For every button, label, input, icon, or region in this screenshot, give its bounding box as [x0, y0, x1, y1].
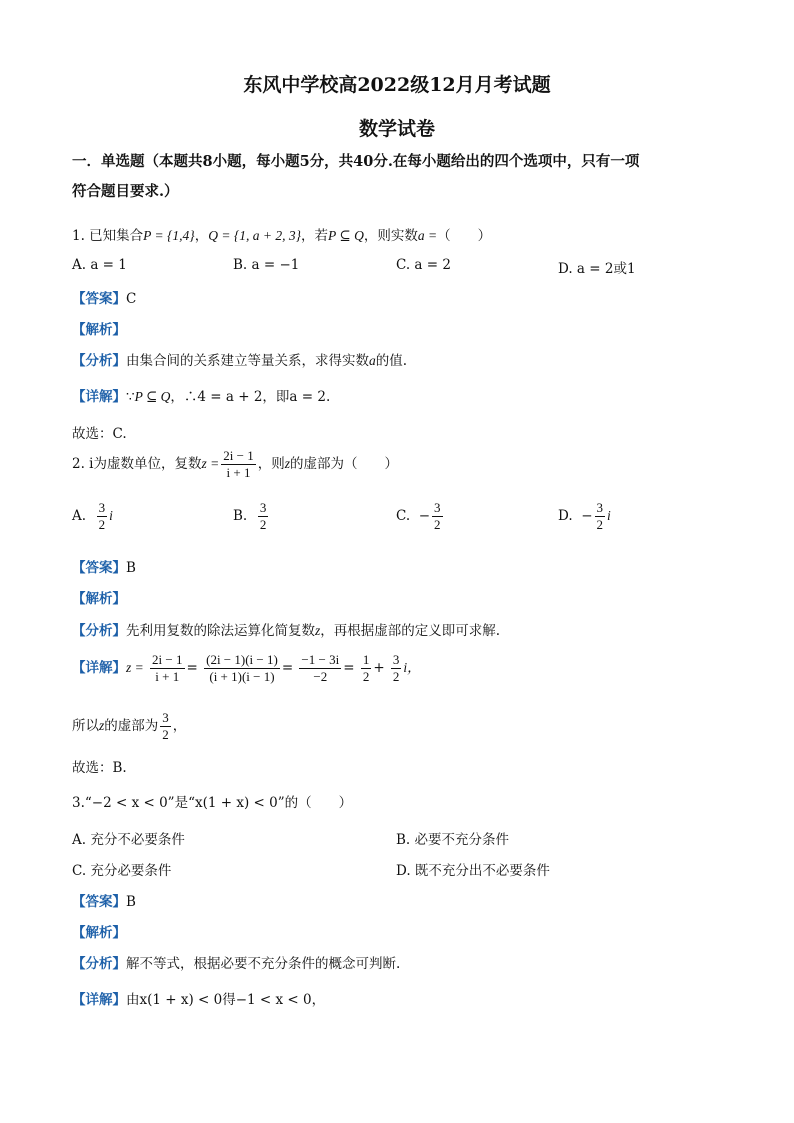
q3-stem: 3.“−2 < x < 0”是“x(1 + x) < 0”的（ ） — [72, 795, 353, 811]
q2-option-d-sign: − — [581, 508, 593, 524]
q2-detail-z-eq: z = — [126, 660, 144, 675]
q2-option-c — [396, 500, 445, 533]
q2-answer — [72, 556, 136, 576]
detail-label: 【详解】 — [72, 660, 126, 676]
q1-set-p: P = {1,4} — [143, 228, 195, 243]
section-heading-line2: 符合题目要求.） — [72, 183, 179, 200]
q2-detail-frac4-den: 2 — [362, 669, 370, 684]
q2-stem-text-c: 的虚部为（ ） — [289, 456, 398, 472]
fenxi-label: 【分析】 — [72, 353, 126, 369]
exam-title: 东风中学校高2022级12月月考试题 — [243, 74, 551, 96]
q1-choose: 故选：C. — [72, 426, 127, 442]
q2-option-b-fraction — [258, 500, 269, 533]
q1-stem-text-a: 1. 已知集合 — [72, 228, 144, 244]
q3-detail-text: 由x(1 + x) < 0得−1 < x < 0， — [126, 992, 326, 1008]
q3-answer — [72, 890, 136, 910]
q1-fenxi-text-b: 的值. — [375, 353, 408, 369]
q2-detail-eq3: = — [343, 660, 355, 676]
q2-option-b-num: 3 — [259, 500, 267, 515]
q3-analysis-label: 【解析】 — [72, 925, 126, 941]
q2-option-d-suffix: i — [607, 508, 611, 523]
q1-condition: P ⊆ Q — [328, 228, 364, 243]
q2-option-b-den: 2 — [259, 517, 267, 532]
q2-option-a-den: 2 — [98, 517, 106, 532]
q2-detail-frac5 — [391, 652, 402, 685]
q2-choose: 故选：B. — [72, 760, 127, 776]
q1-stem-text-d: （ ） — [437, 228, 492, 244]
q2-z-eq: z = — [201, 456, 220, 471]
q2-detail-frac3-num: −1 − 3i — [301, 652, 340, 667]
q1-fenxi-text-a: 由集合间的关系建立等量关系，求得实数 — [126, 353, 369, 369]
q2-conclusion-text-a: 所以 — [72, 718, 99, 734]
q2-conclusion-var: z — [99, 718, 105, 733]
q2-detail-frac4 — [361, 652, 372, 685]
q2-option-a-letter: A. — [72, 508, 87, 524]
q2-option-c-num: 3 — [434, 500, 441, 515]
q3-fenxi — [72, 952, 400, 972]
q2-option-d-den: 2 — [596, 517, 604, 532]
q2-detail-frac1-num: 2i − 1 — [152, 652, 183, 667]
q2-stem-text-a: 2. i为虚数单位，复数 — [72, 456, 202, 472]
q3-option-c: C. 充分必要条件 — [72, 863, 172, 879]
q2-fenxi-var: z — [315, 623, 321, 638]
q2-option-a-num: 3 — [98, 500, 106, 515]
q1-stem-text-c: ，则实数 — [363, 228, 418, 244]
q2-option-d-letter: D. — [558, 508, 573, 524]
q2-detail-frac2-num: (2i − 1)(i − 1) — [206, 652, 278, 667]
q1-stem-text-b: ，若 — [301, 228, 328, 244]
q2-option-c-den: 2 — [434, 517, 441, 532]
q2-detail-tail: i， — [403, 660, 421, 675]
section-heading-line1: 一．单选题（本题共8小题，每小题5分，共40分.在每小题给出的四个选项中，只有一项 — [72, 153, 640, 170]
detail-label: 【详解】 — [72, 992, 126, 1008]
q2-detail-frac5-num: 3 — [392, 652, 400, 667]
q1-variable: a = — [417, 228, 438, 243]
q3-option-d: D. 既不充分出不必要条件 — [396, 863, 550, 879]
q1-option-a: A. a = 1 — [72, 257, 127, 273]
q1-fenxi-var: a — [369, 353, 376, 368]
q2-option-d — [558, 500, 611, 533]
q2-z-var: z — [284, 456, 290, 471]
q2-detail-frac2 — [204, 652, 280, 685]
q1-option-b: B. a = −1 — [233, 257, 300, 273]
q3-fenxi-text: 解不等式，根据必要不充分条件的概念可判断. — [126, 956, 401, 972]
q2-detail-frac4-num: 1 — [362, 652, 370, 667]
q2-option-a — [72, 500, 113, 533]
q2-option-a-fraction — [97, 500, 108, 533]
q2-option-a-suffix: i — [109, 508, 113, 523]
q2-detail-frac2-den: (i + 1)(i − 1) — [209, 669, 275, 684]
q1-detail-text-a: ∵ — [126, 389, 135, 405]
answer-label: 【答案】 — [72, 894, 126, 910]
q2-conclusion-den: 2 — [162, 727, 169, 742]
q1-answer-value: C — [126, 291, 137, 307]
exam-subtitle: 数学试卷 — [358, 118, 435, 140]
q2-conclusion-text-b: 的虚部为 — [104, 718, 159, 734]
q2-option-c-fraction — [432, 500, 443, 533]
q2-detail-plus: + — [373, 660, 385, 676]
q3-option-a: A. 充分不必要条件 — [72, 832, 185, 848]
q1-sep: ， — [194, 228, 209, 244]
q2-detail-eq2: = — [281, 660, 294, 676]
q1-option-d: D. a = 2或1 — [558, 261, 636, 277]
q1-analysis-label: 【解析】 — [72, 322, 126, 338]
q2-fenxi-text-b: ，再根据虚部的定义即可求解. — [320, 623, 501, 639]
q2-fraction-den: i + 1 — [226, 465, 251, 480]
q2-option-c-letter: C. — [396, 508, 411, 524]
q1-detail-cond: P ⊆ Q — [134, 389, 171, 404]
q2-fenxi-text-a: 先利用复数的除法运算化简复数 — [126, 623, 315, 639]
q3-option-b: B. 必要不充分条件 — [396, 832, 510, 848]
q1-detail-text-b: ，∴4 = a + 2，即a = 2. — [170, 389, 331, 405]
answer-label: 【答案】 — [72, 291, 126, 307]
q2-option-d-num: 3 — [596, 500, 604, 515]
q1-stem — [72, 224, 491, 244]
q2-detail — [72, 652, 421, 685]
q2-fraction-num: 2i − 1 — [223, 448, 254, 463]
q2-analysis-label: 【解析】 — [72, 591, 126, 607]
q2-answer-value: B — [126, 560, 136, 576]
q2-fraction — [221, 448, 255, 481]
q2-conclusion — [72, 710, 186, 743]
q2-detail-frac1-den: i + 1 — [155, 669, 180, 684]
detail-label: 【详解】 — [72, 389, 126, 405]
q2-detail-frac5-den: 2 — [392, 669, 400, 684]
fenxi-label: 【分析】 — [72, 623, 126, 639]
q2-conclusion-fraction — [160, 710, 171, 743]
q2-detail-frac3-den: −2 — [313, 669, 328, 684]
q1-set-q: Q = {1, a + 2, 3} — [208, 228, 301, 243]
q2-option-c-sign: − — [418, 508, 431, 524]
q3-detail — [72, 988, 325, 1008]
q2-detail-frac3 — [299, 652, 341, 685]
q2-option-b-letter: B. — [233, 508, 248, 524]
q1-answer — [72, 287, 136, 307]
q2-stem-text-b: ，则 — [257, 456, 285, 472]
fenxi-label: 【分析】 — [72, 956, 126, 972]
q1-option-c: C. a = 2 — [396, 257, 451, 273]
q2-detail-frac1 — [150, 652, 184, 685]
q1-detail — [72, 385, 330, 405]
q2-fenxi — [72, 619, 500, 639]
answer-label: 【答案】 — [72, 560, 126, 576]
q1-fenxi — [72, 349, 407, 369]
q2-option-b — [233, 500, 270, 533]
q2-conclusion-num: 3 — [162, 710, 169, 725]
q2-detail-eq1: = — [186, 660, 198, 676]
q2-conclusion-text-c: ， — [172, 718, 187, 734]
q2-option-d-fraction — [595, 500, 606, 533]
q3-answer-value: B — [126, 894, 136, 910]
q2-stem — [72, 448, 398, 481]
